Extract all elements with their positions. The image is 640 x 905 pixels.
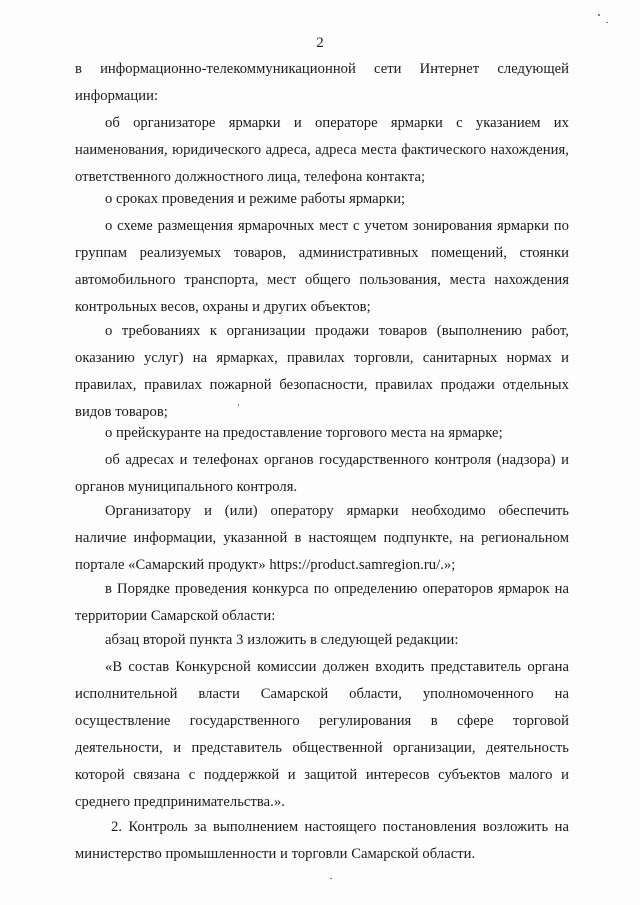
paragraph-commission-quote: «В состав Конкурсной комиссии должен входить представитель органа исполнительной власти Самарской области, уполномоченного на осуществление государственного регулирования в сфере торговой деятельности, и представитель общественной организации, деятельность которой связана с поддержкой и защитой интересов субъектов малого и среднего предпринимательства.».	[75, 659, 569, 810]
paragraph-amendment-note: абзац второй пункта 3 изложить в следующей редакции:	[105, 632, 459, 648]
page-number: 2	[316, 35, 324, 51]
paragraph-schedule: о сроках проведения и режиме работы ярмарки;	[105, 191, 406, 207]
paragraph-sales-requirements: о требованиях к организации продажи товаров (выполнению работ, оказанию услуг) на ярмарках, правилах торговли, санитарных нормах и правилах, правилах пожарной безопасности, правилах продажи отдельных видов товаров;	[75, 323, 569, 420]
scan-speck	[330, 878, 332, 879]
paragraph-portal-info: Организатору и (или) оператору ярмарки необходимо обеспечить наличие информации, указанной в настоящем подпункте, на региональном портале «Самарский продукт» https://product.samregion.ru/.»;	[75, 503, 569, 573]
scan-speck	[238, 404, 239, 406]
paragraph-control-bodies: об адресах и телефонах органов государственного контроля (надзора) и органов муниципального контроля.	[75, 452, 569, 495]
paragraph-organizer-info: об организаторе ярмарки и операторе ярмарки с указанием их наименования, юридического адреса, адреса места фактического нахождения, ответственного должностного лица, телефона контакта;	[75, 115, 569, 185]
paragraph-price-list: о прейскуранте на предоставление торгового места на ярмарке;	[105, 425, 503, 441]
paragraph-intro-continuation: в информационно-телекоммуникационной сети Интернет следующей информации:	[75, 61, 569, 104]
scan-speck	[606, 22, 608, 23]
scan-speck	[598, 14, 600, 16]
paragraph-control-clause: 2. Контроль за выполнением настоящего постановления возложить на министерство промышленности и торговли Самарской области.	[75, 819, 569, 862]
paragraph-contest-procedure: в Порядке проведения конкурса по определению операторов ярмарок на территории Самарской области:	[75, 581, 569, 624]
paragraph-placement-scheme: о схеме размещения ярмарочных мест с учетом зонирования ярмарки по группам реализуемых товаров, административных помещений, стоянки автомобильного транспорта, мест общего пользования, места нахождения контрольных весов, охраны и других объектов;	[75, 218, 569, 315]
